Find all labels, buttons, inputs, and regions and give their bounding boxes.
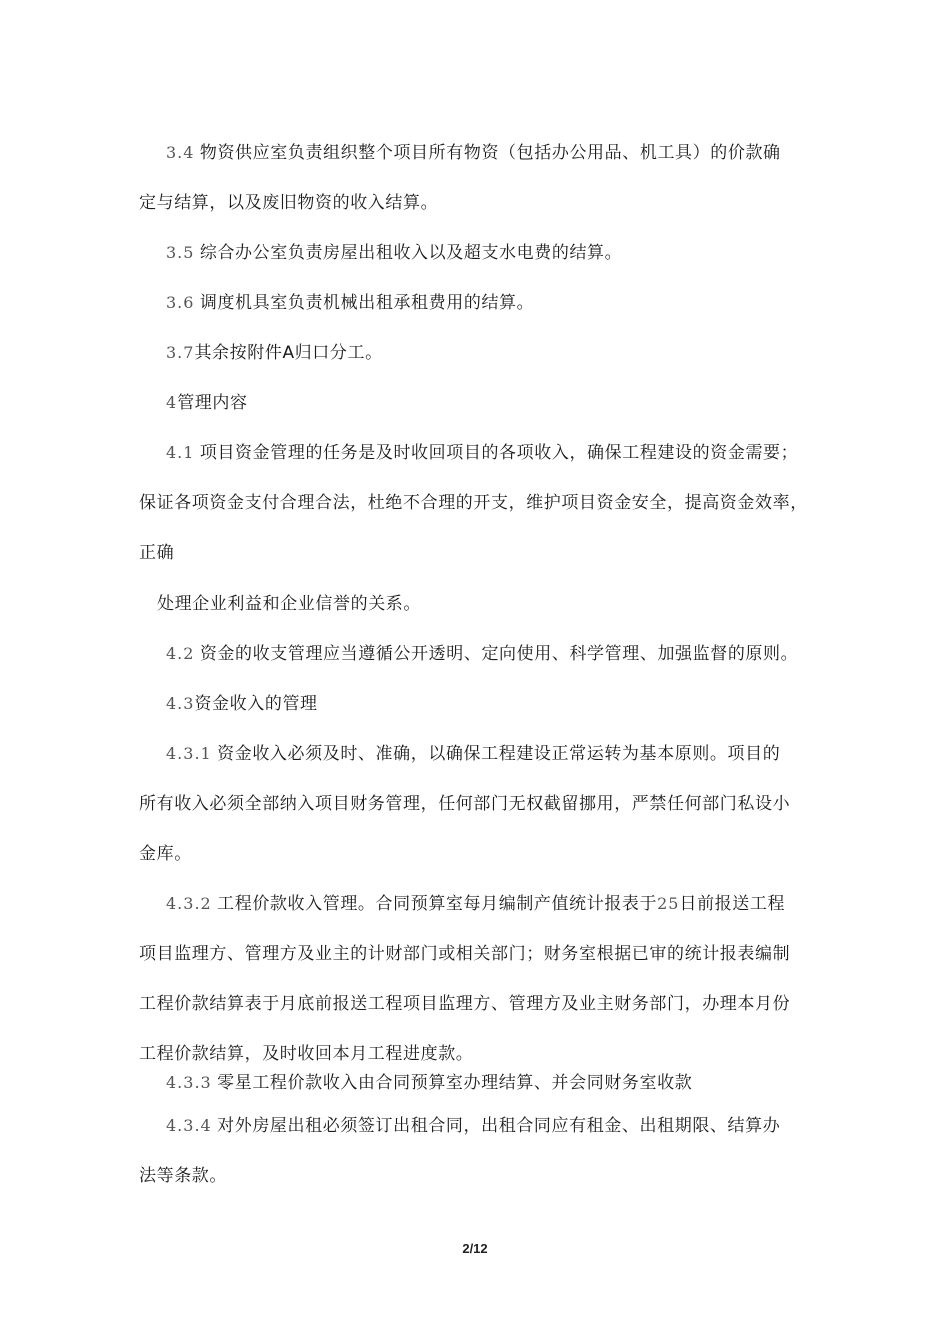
paragraph-text: 综合办公室负责房屋出租收入以及超支水电费的结算。 xyxy=(199,243,623,263)
section-number: 3.6 xyxy=(166,293,195,312)
paragraph-text: 日前报送工程 xyxy=(679,894,786,914)
paragraph-continuation xyxy=(139,1164,227,1188)
paragraph-continuation xyxy=(157,592,421,616)
section-number: 4.3.4 xyxy=(166,1116,212,1135)
section-number: 4.1 xyxy=(166,443,195,462)
paragraph-3-5 xyxy=(166,241,622,265)
section-heading-4-3 xyxy=(166,692,318,716)
paragraph-text: 工程价款结算，及时收回本月工程进度款。 xyxy=(139,1044,474,1064)
paragraph-4-3-3 xyxy=(166,1071,692,1095)
paragraph-text: 物资供应室负责组织整个项目所有物资（包括办公用品、机工具）的价款确 xyxy=(199,143,781,163)
section-number: 4 xyxy=(166,393,178,412)
paragraph-text: 定与结算，以及废旧物资的收入结算。 xyxy=(139,193,439,213)
paragraph-4-3-4 xyxy=(166,1114,780,1138)
section-title: 资金收入的管理 xyxy=(194,694,318,714)
paragraph-continuation xyxy=(139,992,790,1016)
paragraph-3-7 xyxy=(166,341,383,365)
paragraph-text: 工程价款结算表于月底前报送工程项目监理方、管理方及业主财务部门，办理本月份 xyxy=(139,994,791,1014)
paragraph-text: 所有收入必须全部纳入项目财务管理，任何部门无权截留挪用，严禁任何部门私设小 xyxy=(139,794,791,814)
section-number: 3.7 xyxy=(166,343,195,362)
paragraph-text: 保证各项资金支付合理合法，杜绝不合理的开支，维护项目资金安全，提高资金效率， xyxy=(139,493,808,513)
paragraph-text: 资金收入必须及时、准确，以确保工程建设正常运转为基本原则。项目的 xyxy=(217,744,781,764)
section-number: 4.2 xyxy=(166,644,195,663)
paragraph-text: 项目监理方、管理方及业主的计财部门或相关部门；财务室根据已审的统计报表编制 xyxy=(139,944,791,964)
paragraph-continuation xyxy=(139,541,174,565)
paragraph-continuation xyxy=(139,842,192,866)
paragraph-4-3-2 xyxy=(166,892,785,916)
paragraph-3-6 xyxy=(166,291,534,315)
paragraph-4-2 xyxy=(166,642,798,666)
paragraph-text: 对外房屋出租必须签订出租合同，出租合同应有租金、出租期限、结算办 xyxy=(217,1116,781,1136)
section-number: 3.5 xyxy=(166,243,195,262)
paragraph-text: 调度机具室负责机械出租承租费用的结算。 xyxy=(199,293,535,313)
section-title: 管理内容 xyxy=(177,393,248,413)
paragraph-text: 法等条款。 xyxy=(139,1166,227,1186)
section-number: 4.3.3 xyxy=(166,1073,212,1092)
section-number: 4.3.1 xyxy=(166,744,212,763)
paragraph-text: 项目资金管理的任务是及时收回项目的各项收入，确保工程建设的资金需要； xyxy=(199,443,799,463)
section-number: 4.3 xyxy=(166,694,195,713)
paragraph-4-3-1 xyxy=(166,742,780,766)
paragraph-continuation xyxy=(139,1042,473,1066)
section-number: 3.4 xyxy=(166,143,195,162)
paragraph-text: 处理企业利益和企业信誉的关系。 xyxy=(157,594,421,614)
section-heading-4 xyxy=(166,391,248,415)
paragraph-continuation xyxy=(139,191,438,215)
date-number: 25 xyxy=(657,894,680,913)
paragraph-text: 其余按附件A归口分工。 xyxy=(194,343,383,363)
paragraph-text: 零星工程价款收入由合同预算室办理结算、并会同财务室收款 xyxy=(217,1073,693,1093)
paragraph-4-1 xyxy=(166,441,798,465)
paragraph-continuation xyxy=(139,942,790,966)
paragraph-text: 资金的收支管理应当遵循公开透明、定向使用、科学管理、加强监督的原则。 xyxy=(199,644,799,664)
paragraph-continuation xyxy=(139,491,808,515)
paragraph-text: 金库。 xyxy=(139,844,192,864)
section-number: 4.3.2 xyxy=(166,894,212,913)
paragraph-text: 工程价款收入管理。合同预算室每月编制产值统计报表于 xyxy=(217,894,658,914)
paragraph-continuation xyxy=(139,792,790,816)
paragraph-text: 正确 xyxy=(139,543,175,563)
paragraph-3-4 xyxy=(166,141,781,165)
page-number: 2/12 xyxy=(462,1241,488,1256)
